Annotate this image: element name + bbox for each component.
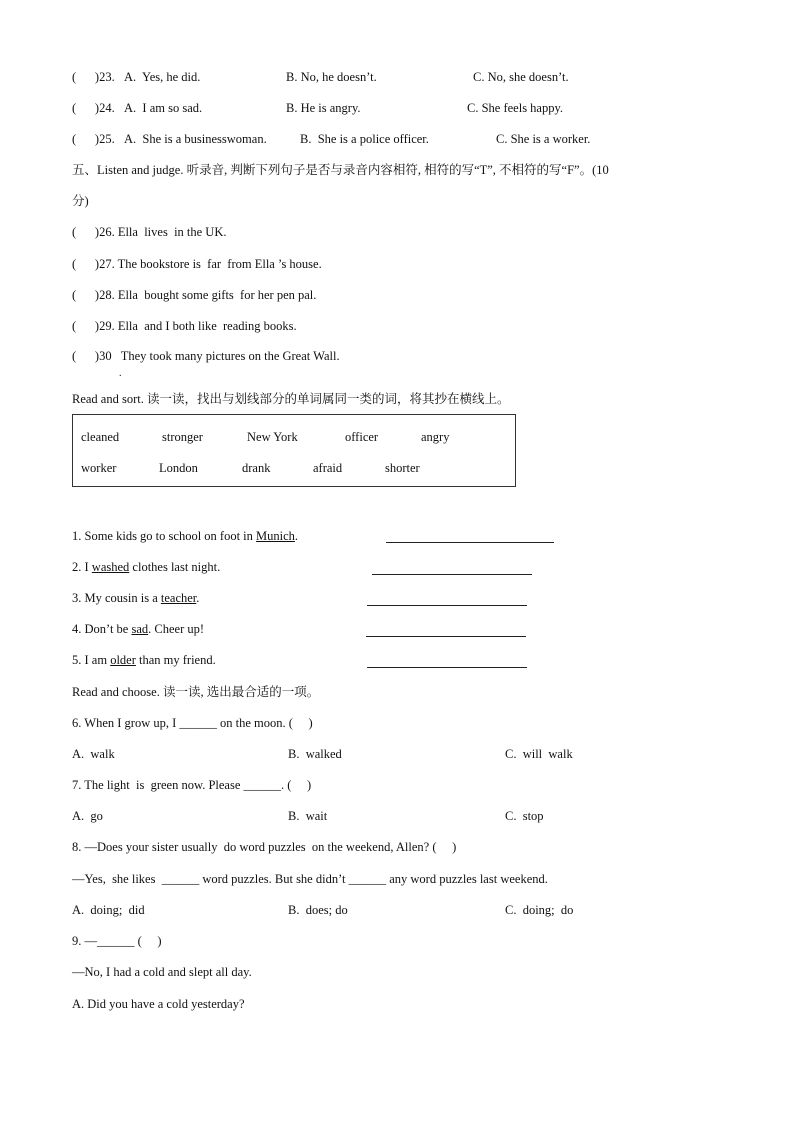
section-5-heading-cont: 分) xyxy=(72,194,89,208)
underlined-word: teacher xyxy=(160,591,197,605)
word-box-item: New York xyxy=(247,430,298,444)
question-9-reply: —No, I had a cold and slept all day. xyxy=(72,965,252,979)
word-box-item: worker xyxy=(81,461,117,475)
question-7-options xyxy=(72,808,752,824)
section-5-heading: 五、Listen and judge. 听录音, 判断下列句子是否与录音内容相符, 相符的写“T”, 不相符的写“F”。(10 xyxy=(72,163,609,177)
option-c: C. will walk xyxy=(505,747,573,761)
question-9-option-a: A. Did you have a cold yesterday? xyxy=(72,997,245,1011)
question-8-stem: 8. —Does your sister usually do word puzzles on the weekend, Allen? ( ) xyxy=(72,840,457,854)
option-c: C. No, she doesn’t. xyxy=(473,70,569,84)
option-a: A. I am so sad. xyxy=(124,101,203,115)
answer-blank-3[interactable] xyxy=(367,605,527,606)
question-6-stem: 6. When I grow up, I ______ on the moon. ( ) xyxy=(72,716,313,730)
option-b: B. walked xyxy=(288,747,342,761)
option-c: C. She is a worker. xyxy=(496,132,591,146)
question-8-options xyxy=(72,902,752,918)
choose-heading: Read and choose. 读一读, 选出最合适的一项。 xyxy=(72,685,320,699)
option-c: C. stop xyxy=(505,809,544,823)
option-b: B. She is a police officer. xyxy=(300,132,429,146)
sort-question-2: 2. I washed clothes last night. xyxy=(72,560,221,574)
sort-heading: Read and sort. 读一读，找出与划线部分的单词属同一类的词，将其抄在横线上。 xyxy=(72,392,510,406)
question-number: ( )23. xyxy=(72,70,115,84)
option-a: A. go xyxy=(72,809,103,823)
word-box-item: stronger xyxy=(162,430,203,444)
answer-blank-2[interactable] xyxy=(372,574,532,575)
judge-item-30: ( )30 They took many pictures on the Great Wall. xyxy=(72,349,340,363)
answer-blank-5[interactable] xyxy=(367,667,527,668)
answer-blank-1[interactable] xyxy=(386,542,554,543)
underlined-word: older xyxy=(110,653,136,667)
sort-question-5: 5. I am older than my friend. xyxy=(72,653,216,667)
stray-mark: . xyxy=(119,368,122,379)
judge-item-26: ( )26. Ella lives in the UK. xyxy=(72,225,227,239)
question-25 xyxy=(72,131,752,147)
option-a: A. walk xyxy=(72,747,115,761)
question-number: ( )25. xyxy=(72,132,115,146)
option-c: C. She feels happy. xyxy=(467,101,564,115)
judge-item-29: ( )29. Ella and I both like reading books. xyxy=(72,319,297,333)
underlined-word: washed xyxy=(91,560,130,574)
judge-item-27: ( )27. The bookstore is far from Ella ’s house. xyxy=(72,257,322,271)
judge-item-28: ( )28. Ella bought some gifts for her pen pal. xyxy=(72,288,317,302)
word-box-item: drank xyxy=(242,461,271,475)
option-a: A. Yes, he did. xyxy=(124,70,201,84)
question-6-options xyxy=(72,746,752,762)
question-24 xyxy=(72,100,752,116)
answer-blank-4[interactable] xyxy=(366,636,526,637)
question-number: ( )24. xyxy=(72,101,115,115)
option-b: B. does; do xyxy=(288,903,348,917)
question-23 xyxy=(72,69,752,85)
word-box-item: shorter xyxy=(385,461,420,475)
underlined-word: Munich xyxy=(256,529,295,543)
option-a: A. She is a businesswoman. xyxy=(124,132,267,146)
option-b: B. He is angry. xyxy=(286,101,361,115)
option-b: B. wait xyxy=(288,809,328,823)
sort-question-3: 3. My cousin is a teacher. xyxy=(72,591,200,605)
option-b: B. No, he doesn’t. xyxy=(286,70,377,84)
word-box-item: afraid xyxy=(313,461,343,475)
underlined-word: sad xyxy=(131,622,149,636)
question-9-stem: 9. —______ ( ) xyxy=(72,934,162,948)
option-c: C. doing; do xyxy=(505,903,574,917)
question-8-reply: —Yes, she likes ______ word puzzles. But she didn’t ______ any word puzzles last weekend. xyxy=(72,872,548,886)
question-7-stem: 7. The light is green now. Please ______. ( ) xyxy=(72,778,312,792)
word-box-item: cleaned xyxy=(81,430,120,444)
word-box-item: London xyxy=(159,461,198,475)
sort-question-1: 1. Some kids go to school on foot in Munich. xyxy=(72,529,299,543)
word-box-item: angry xyxy=(421,430,450,444)
word-box xyxy=(72,414,516,487)
sort-question-4: 4. Don’t be sad. Cheer up! xyxy=(72,622,205,636)
option-a: A. doing; did xyxy=(72,903,145,917)
word-box-item: officer xyxy=(345,430,379,444)
